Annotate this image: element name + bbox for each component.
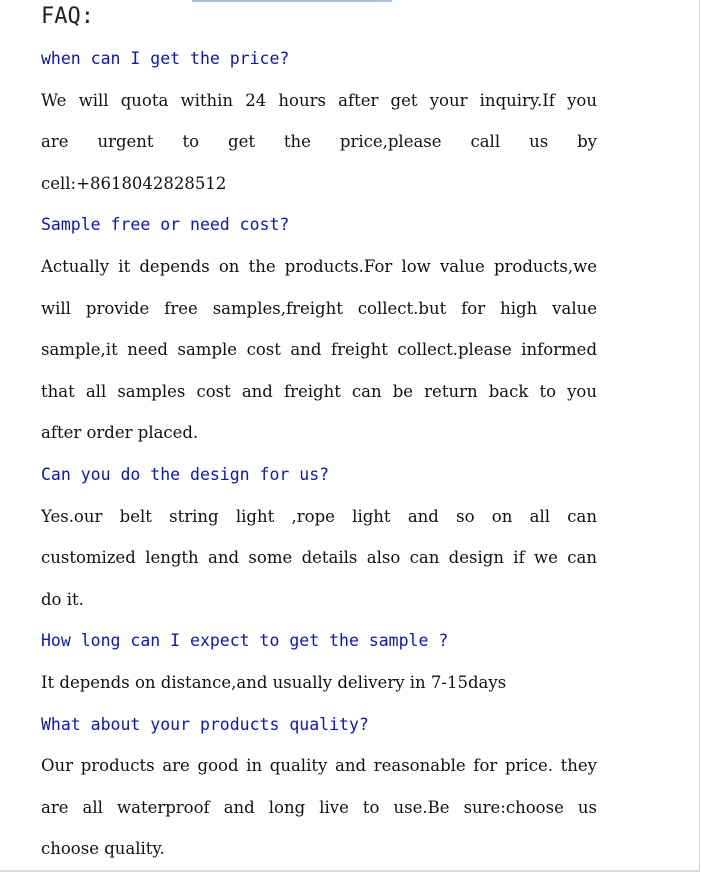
faq-question-design: Can you do the design for us? [41, 464, 330, 484]
faq-answer-line: sample,it need sample cost and freight collect.please informed [41, 340, 597, 360]
faq-list [41, 38, 597, 870]
faq-answer-line: Actually it depends on the products.For low value products,we [41, 256, 597, 276]
faq-question-sample-time: How long can I expect to get the sample ? [41, 631, 449, 651]
faq-answer-line: Our products are good in quality and reasonable for price. they [41, 756, 597, 776]
faq-title: FAQ: [41, 4, 94, 29]
faq-answer-line: will provide free samples,freight collect.but for high value [41, 298, 597, 318]
faq-answer-line: after order placed. [41, 423, 199, 443]
faq-answer-line: are urgent to get the price,please call us by [41, 132, 597, 152]
faq-answer-line: do it. [41, 589, 84, 609]
faq-answer-line: customized length and some details also can design if we can [41, 548, 597, 568]
faq-answer-line: choose quality. [41, 839, 165, 859]
faq-question-price: when can I get the price? [41, 49, 290, 68]
faq-question-quality: What about your products quality? [41, 714, 369, 734]
faq-answer-line: cell:+8618042828512 [41, 173, 227, 193]
faq-question-sample-cost: Sample free or need cost? [41, 215, 290, 235]
top-accent-line [192, 0, 392, 2]
faq-answer-line: that all samples cost and freight can be return back to you [41, 381, 597, 401]
faq-answer-line: It depends on distance,and usually delivery in 7-15days [41, 672, 507, 692]
faq-answer-line: are all waterproof and long live to use.Be sure:choose us [41, 797, 597, 817]
faq-answer-line: Yes.our belt string light ,rope light and so on all can [41, 506, 597, 526]
faq-answer-line: We will quota within 24 hours after get your inquiry.If you [41, 90, 597, 110]
